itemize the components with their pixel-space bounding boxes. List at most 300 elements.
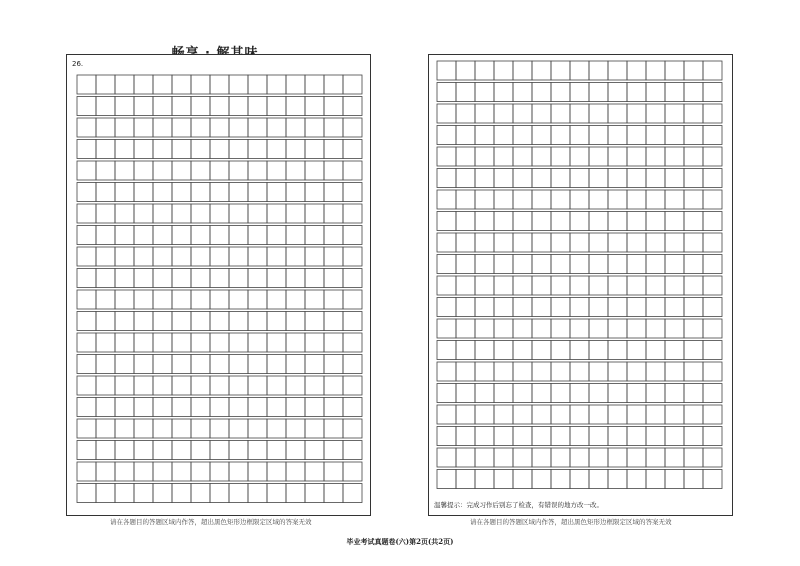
- grid-cell[interactable]: [324, 269, 343, 288]
- grid-cell[interactable]: [532, 276, 551, 295]
- grid-cell[interactable]: [513, 212, 532, 231]
- grid-cell[interactable]: [210, 333, 229, 352]
- grid-cell[interactable]: [77, 269, 96, 288]
- left-writing-grid[interactable]: [67, 55, 372, 517]
- grid-cell[interactable]: [513, 104, 532, 123]
- grid-cell[interactable]: [570, 362, 589, 381]
- grid-cell[interactable]: [665, 276, 684, 295]
- grid-cell[interactable]: [608, 147, 627, 166]
- grid-cell[interactable]: [286, 269, 305, 288]
- grid-cell[interactable]: [96, 226, 115, 245]
- grid-cell[interactable]: [456, 276, 475, 295]
- grid-cell[interactable]: [513, 169, 532, 188]
- grid-cell[interactable]: [324, 140, 343, 159]
- grid-cell[interactable]: [191, 355, 210, 374]
- grid-cell[interactable]: [77, 226, 96, 245]
- grid-cell[interactable]: [646, 405, 665, 424]
- grid-cell[interactable]: [77, 247, 96, 266]
- grid-cell[interactable]: [703, 341, 722, 360]
- grid-cell[interactable]: [703, 427, 722, 446]
- grid-cell[interactable]: [153, 97, 172, 116]
- grid-cell[interactable]: [210, 97, 229, 116]
- grid-cell[interactable]: [305, 376, 324, 395]
- grid-cell[interactable]: [551, 427, 570, 446]
- grid-cell[interactable]: [343, 398, 362, 417]
- grid-cell[interactable]: [684, 233, 703, 252]
- grid-cell[interactable]: [494, 427, 513, 446]
- grid-cell[interactable]: [248, 226, 267, 245]
- grid-cell[interactable]: [684, 319, 703, 338]
- grid-cell[interactable]: [134, 333, 153, 352]
- grid-cell[interactable]: [684, 61, 703, 80]
- grid-cell[interactable]: [665, 212, 684, 231]
- grid-cell[interactable]: [513, 147, 532, 166]
- grid-cell[interactable]: [305, 140, 324, 159]
- grid-cell[interactable]: [665, 147, 684, 166]
- grid-cell[interactable]: [134, 140, 153, 159]
- grid-cell[interactable]: [551, 341, 570, 360]
- grid-cell[interactable]: [627, 83, 646, 102]
- grid-cell[interactable]: [703, 405, 722, 424]
- grid-cell[interactable]: [115, 118, 134, 137]
- grid-cell[interactable]: [456, 298, 475, 317]
- grid-cell[interactable]: [96, 118, 115, 137]
- grid-cell[interactable]: [703, 298, 722, 317]
- grid-cell[interactable]: [324, 462, 343, 481]
- grid-cell[interactable]: [115, 226, 134, 245]
- grid-cell[interactable]: [191, 462, 210, 481]
- grid-cell[interactable]: [627, 212, 646, 231]
- grid-cell[interactable]: [456, 470, 475, 489]
- grid-cell[interactable]: [456, 255, 475, 274]
- grid-cell[interactable]: [684, 169, 703, 188]
- grid-cell[interactable]: [646, 147, 665, 166]
- grid-cell[interactable]: [494, 83, 513, 102]
- grid-cell[interactable]: [494, 362, 513, 381]
- grid-cell[interactable]: [286, 75, 305, 94]
- grid-cell[interactable]: [96, 290, 115, 309]
- grid-cell[interactable]: [570, 427, 589, 446]
- grid-cell[interactable]: [210, 269, 229, 288]
- grid-cell[interactable]: [703, 147, 722, 166]
- grid-cell[interactable]: [229, 333, 248, 352]
- grid-cell[interactable]: [229, 398, 248, 417]
- grid-cell[interactable]: [532, 104, 551, 123]
- grid-cell[interactable]: [646, 104, 665, 123]
- grid-cell[interactable]: [172, 183, 191, 202]
- grid-cell[interactable]: [248, 484, 267, 503]
- grid-cell[interactable]: [267, 290, 286, 309]
- grid-cell[interactable]: [343, 419, 362, 438]
- grid-cell[interactable]: [229, 204, 248, 223]
- left-writing-panel[interactable]: [66, 54, 371, 516]
- grid-cell[interactable]: [456, 190, 475, 209]
- grid-cell[interactable]: [532, 448, 551, 467]
- grid-cell[interactable]: [96, 462, 115, 481]
- grid-cell[interactable]: [589, 470, 608, 489]
- grid-cell[interactable]: [229, 183, 248, 202]
- grid-cell[interactable]: [665, 233, 684, 252]
- grid-cell[interactable]: [532, 61, 551, 80]
- grid-cell[interactable]: [646, 190, 665, 209]
- grid-cell[interactable]: [210, 183, 229, 202]
- grid-cell[interactable]: [703, 212, 722, 231]
- grid-cell[interactable]: [210, 419, 229, 438]
- grid-cell[interactable]: [456, 104, 475, 123]
- grid-cell[interactable]: [305, 419, 324, 438]
- grid-cell[interactable]: [77, 376, 96, 395]
- grid-cell[interactable]: [665, 470, 684, 489]
- grid-cell[interactable]: [475, 319, 494, 338]
- grid-cell[interactable]: [267, 441, 286, 460]
- grid-cell[interactable]: [343, 484, 362, 503]
- grid-cell[interactable]: [475, 233, 494, 252]
- grid-cell[interactable]: [551, 384, 570, 403]
- grid-cell[interactable]: [627, 169, 646, 188]
- grid-cell[interactable]: [286, 376, 305, 395]
- grid-cell[interactable]: [589, 169, 608, 188]
- grid-cell[interactable]: [191, 484, 210, 503]
- grid-cell[interactable]: [267, 419, 286, 438]
- grid-cell[interactable]: [532, 83, 551, 102]
- grid-cell[interactable]: [475, 427, 494, 446]
- grid-cell[interactable]: [456, 147, 475, 166]
- grid-cell[interactable]: [343, 247, 362, 266]
- grid-cell[interactable]: [191, 290, 210, 309]
- grid-cell[interactable]: [589, 212, 608, 231]
- grid-cell[interactable]: [172, 247, 191, 266]
- grid-cell[interactable]: [324, 355, 343, 374]
- grid-cell[interactable]: [608, 190, 627, 209]
- grid-cell[interactable]: [286, 161, 305, 180]
- grid-cell[interactable]: [134, 161, 153, 180]
- grid-cell[interactable]: [343, 312, 362, 331]
- grid-cell[interactable]: [324, 419, 343, 438]
- grid-cell[interactable]: [153, 140, 172, 159]
- grid-cell[interactable]: [627, 405, 646, 424]
- grid-cell[interactable]: [627, 384, 646, 403]
- grid-cell[interactable]: [134, 441, 153, 460]
- grid-cell[interactable]: [532, 384, 551, 403]
- grid-cell[interactable]: [77, 118, 96, 137]
- grid-cell[interactable]: [305, 398, 324, 417]
- grid-cell[interactable]: [627, 448, 646, 467]
- grid-cell[interactable]: [437, 61, 456, 80]
- grid-cell[interactable]: [494, 169, 513, 188]
- grid-cell[interactable]: [703, 126, 722, 145]
- grid-cell[interactable]: [684, 212, 703, 231]
- grid-cell[interactable]: [286, 226, 305, 245]
- grid-cell[interactable]: [343, 161, 362, 180]
- grid-cell[interactable]: [646, 169, 665, 188]
- grid-cell[interactable]: [570, 470, 589, 489]
- grid-cell[interactable]: [210, 376, 229, 395]
- grid-cell[interactable]: [475, 190, 494, 209]
- grid-cell[interactable]: [115, 376, 134, 395]
- grid-cell[interactable]: [627, 276, 646, 295]
- grid-cell[interactable]: [248, 118, 267, 137]
- grid-cell[interactable]: [267, 484, 286, 503]
- grid-cell[interactable]: [475, 169, 494, 188]
- grid-cell[interactable]: [475, 276, 494, 295]
- grid-cell[interactable]: [589, 126, 608, 145]
- grid-cell[interactable]: [570, 448, 589, 467]
- grid-cell[interactable]: [343, 118, 362, 137]
- grid-cell[interactable]: [532, 255, 551, 274]
- grid-cell[interactable]: [229, 484, 248, 503]
- grid-cell[interactable]: [115, 183, 134, 202]
- grid-cell[interactable]: [456, 83, 475, 102]
- grid-cell[interactable]: [475, 298, 494, 317]
- grid-cell[interactable]: [589, 83, 608, 102]
- grid-cell[interactable]: [191, 118, 210, 137]
- grid-cell[interactable]: [646, 255, 665, 274]
- grid-cell[interactable]: [703, 362, 722, 381]
- grid-cell[interactable]: [305, 269, 324, 288]
- grid-cell[interactable]: [324, 204, 343, 223]
- grid-cell[interactable]: [456, 362, 475, 381]
- grid-cell[interactable]: [551, 255, 570, 274]
- grid-cell[interactable]: [494, 405, 513, 424]
- grid-cell[interactable]: [684, 384, 703, 403]
- grid-cell[interactable]: [286, 290, 305, 309]
- grid-cell[interactable]: [77, 97, 96, 116]
- grid-cell[interactable]: [115, 75, 134, 94]
- grid-cell[interactable]: [494, 212, 513, 231]
- grid-cell[interactable]: [608, 212, 627, 231]
- grid-cell[interactable]: [646, 427, 665, 446]
- grid-cell[interactable]: [513, 405, 532, 424]
- grid-cell[interactable]: [153, 290, 172, 309]
- grid-cell[interactable]: [456, 169, 475, 188]
- grid-cell[interactable]: [172, 118, 191, 137]
- grid-cell[interactable]: [115, 290, 134, 309]
- grid-cell[interactable]: [210, 140, 229, 159]
- grid-cell[interactable]: [343, 226, 362, 245]
- grid-cell[interactable]: [627, 298, 646, 317]
- grid-cell[interactable]: [570, 190, 589, 209]
- grid-cell[interactable]: [627, 470, 646, 489]
- grid-cell[interactable]: [494, 298, 513, 317]
- grid-cell[interactable]: [513, 233, 532, 252]
- grid-cell[interactable]: [96, 312, 115, 331]
- grid-cell[interactable]: [665, 384, 684, 403]
- grid-cell[interactable]: [494, 448, 513, 467]
- grid-cell[interactable]: [646, 341, 665, 360]
- grid-cell[interactable]: [437, 83, 456, 102]
- grid-cell[interactable]: [665, 104, 684, 123]
- grid-cell[interactable]: [267, 462, 286, 481]
- grid-cell[interactable]: [551, 319, 570, 338]
- grid-cell[interactable]: [475, 147, 494, 166]
- grid-cell[interactable]: [96, 333, 115, 352]
- grid-cell[interactable]: [115, 462, 134, 481]
- grid-cell[interactable]: [494, 384, 513, 403]
- grid-cell[interactable]: [475, 61, 494, 80]
- grid-cell[interactable]: [494, 61, 513, 80]
- grid-cell[interactable]: [77, 312, 96, 331]
- grid-cell[interactable]: [77, 161, 96, 180]
- grid-cell[interactable]: [153, 247, 172, 266]
- grid-cell[interactable]: [153, 183, 172, 202]
- grid-cell[interactable]: [456, 405, 475, 424]
- grid-cell[interactable]: [437, 319, 456, 338]
- grid-cell[interactable]: [456, 126, 475, 145]
- grid-cell[interactable]: [513, 61, 532, 80]
- grid-cell[interactable]: [153, 419, 172, 438]
- grid-cell[interactable]: [172, 290, 191, 309]
- grid-cell[interactable]: [494, 147, 513, 166]
- grid-cell[interactable]: [324, 441, 343, 460]
- grid-cell[interactable]: [191, 161, 210, 180]
- grid-cell[interactable]: [703, 319, 722, 338]
- grid-cell[interactable]: [437, 405, 456, 424]
- grid-cell[interactable]: [513, 319, 532, 338]
- grid-cell[interactable]: [172, 376, 191, 395]
- grid-cell[interactable]: [324, 312, 343, 331]
- grid-cell[interactable]: [684, 104, 703, 123]
- grid-cell[interactable]: [210, 226, 229, 245]
- grid-cell[interactable]: [210, 118, 229, 137]
- grid-cell[interactable]: [437, 298, 456, 317]
- right-writing-panel[interactable]: [428, 54, 733, 516]
- grid-cell[interactable]: [229, 118, 248, 137]
- grid-cell[interactable]: [589, 276, 608, 295]
- grid-cell[interactable]: [96, 441, 115, 460]
- grid-cell[interactable]: [646, 61, 665, 80]
- grid-cell[interactable]: [437, 448, 456, 467]
- grid-cell[interactable]: [665, 448, 684, 467]
- grid-cell[interactable]: [627, 319, 646, 338]
- grid-cell[interactable]: [703, 169, 722, 188]
- grid-cell[interactable]: [324, 290, 343, 309]
- grid-cell[interactable]: [229, 140, 248, 159]
- grid-cell[interactable]: [343, 269, 362, 288]
- grid-cell[interactable]: [77, 290, 96, 309]
- grid-cell[interactable]: [305, 441, 324, 460]
- grid-cell[interactable]: [191, 441, 210, 460]
- grid-cell[interactable]: [570, 319, 589, 338]
- grid-cell[interactable]: [608, 470, 627, 489]
- grid-cell[interactable]: [532, 190, 551, 209]
- grid-cell[interactable]: [248, 419, 267, 438]
- grid-cell[interactable]: [229, 226, 248, 245]
- grid-cell[interactable]: [570, 147, 589, 166]
- grid-cell[interactable]: [191, 97, 210, 116]
- grid-cell[interactable]: [437, 276, 456, 295]
- grid-cell[interactable]: [475, 83, 494, 102]
- grid-cell[interactable]: [608, 362, 627, 381]
- grid-cell[interactable]: [248, 247, 267, 266]
- grid-cell[interactable]: [286, 204, 305, 223]
- grid-cell[interactable]: [229, 161, 248, 180]
- grid-cell[interactable]: [608, 126, 627, 145]
- grid-cell[interactable]: [437, 126, 456, 145]
- grid-cell[interactable]: [96, 376, 115, 395]
- grid-cell[interactable]: [589, 427, 608, 446]
- grid-cell[interactable]: [532, 233, 551, 252]
- grid-cell[interactable]: [570, 233, 589, 252]
- grid-cell[interactable]: [286, 462, 305, 481]
- grid-cell[interactable]: [210, 161, 229, 180]
- grid-cell[interactable]: [475, 405, 494, 424]
- grid-cell[interactable]: [684, 470, 703, 489]
- grid-cell[interactable]: [570, 405, 589, 424]
- grid-cell[interactable]: [305, 290, 324, 309]
- grid-cell[interactable]: [267, 398, 286, 417]
- grid-cell[interactable]: [286, 441, 305, 460]
- grid-cell[interactable]: [570, 255, 589, 274]
- grid-cell[interactable]: [191, 183, 210, 202]
- grid-cell[interactable]: [191, 75, 210, 94]
- grid-cell[interactable]: [475, 255, 494, 274]
- grid-cell[interactable]: [229, 419, 248, 438]
- grid-cell[interactable]: [684, 405, 703, 424]
- grid-cell[interactable]: [134, 484, 153, 503]
- grid-cell[interactable]: [456, 427, 475, 446]
- grid-cell[interactable]: [96, 161, 115, 180]
- grid-cell[interactable]: [684, 298, 703, 317]
- grid-cell[interactable]: [115, 441, 134, 460]
- grid-cell[interactable]: [115, 398, 134, 417]
- grid-cell[interactable]: [172, 462, 191, 481]
- grid-cell[interactable]: [343, 376, 362, 395]
- grid-cell[interactable]: [134, 226, 153, 245]
- grid-cell[interactable]: [267, 333, 286, 352]
- grid-cell[interactable]: [703, 190, 722, 209]
- grid-cell[interactable]: [684, 126, 703, 145]
- grid-cell[interactable]: [324, 118, 343, 137]
- grid-cell[interactable]: [437, 104, 456, 123]
- grid-cell[interactable]: [77, 355, 96, 374]
- grid-cell[interactable]: [210, 355, 229, 374]
- grid-cell[interactable]: [172, 355, 191, 374]
- grid-cell[interactable]: [248, 441, 267, 460]
- grid-cell[interactable]: [96, 140, 115, 159]
- grid-cell[interactable]: [248, 355, 267, 374]
- grid-cell[interactable]: [665, 405, 684, 424]
- grid-cell[interactable]: [153, 269, 172, 288]
- grid-cell[interactable]: [77, 398, 96, 417]
- grid-cell[interactable]: [646, 362, 665, 381]
- grid-cell[interactable]: [513, 384, 532, 403]
- grid-cell[interactable]: [286, 333, 305, 352]
- grid-cell[interactable]: [551, 83, 570, 102]
- grid-cell[interactable]: [286, 118, 305, 137]
- grid-cell[interactable]: [153, 333, 172, 352]
- grid-cell[interactable]: [551, 212, 570, 231]
- grid-cell[interactable]: [551, 448, 570, 467]
- grid-cell[interactable]: [608, 233, 627, 252]
- grid-cell[interactable]: [456, 384, 475, 403]
- grid-cell[interactable]: [286, 247, 305, 266]
- grid-cell[interactable]: [513, 470, 532, 489]
- grid-cell[interactable]: [475, 126, 494, 145]
- grid-cell[interactable]: [343, 140, 362, 159]
- grid-cell[interactable]: [191, 398, 210, 417]
- grid-cell[interactable]: [77, 462, 96, 481]
- grid-cell[interactable]: [627, 190, 646, 209]
- grid-cell[interactable]: [153, 376, 172, 395]
- grid-cell[interactable]: [570, 169, 589, 188]
- grid-cell[interactable]: [134, 312, 153, 331]
- grid-cell[interactable]: [96, 204, 115, 223]
- grid-cell[interactable]: [589, 104, 608, 123]
- grid-cell[interactable]: [96, 183, 115, 202]
- grid-cell[interactable]: [191, 247, 210, 266]
- grid-cell[interactable]: [646, 384, 665, 403]
- grid-cell[interactable]: [96, 269, 115, 288]
